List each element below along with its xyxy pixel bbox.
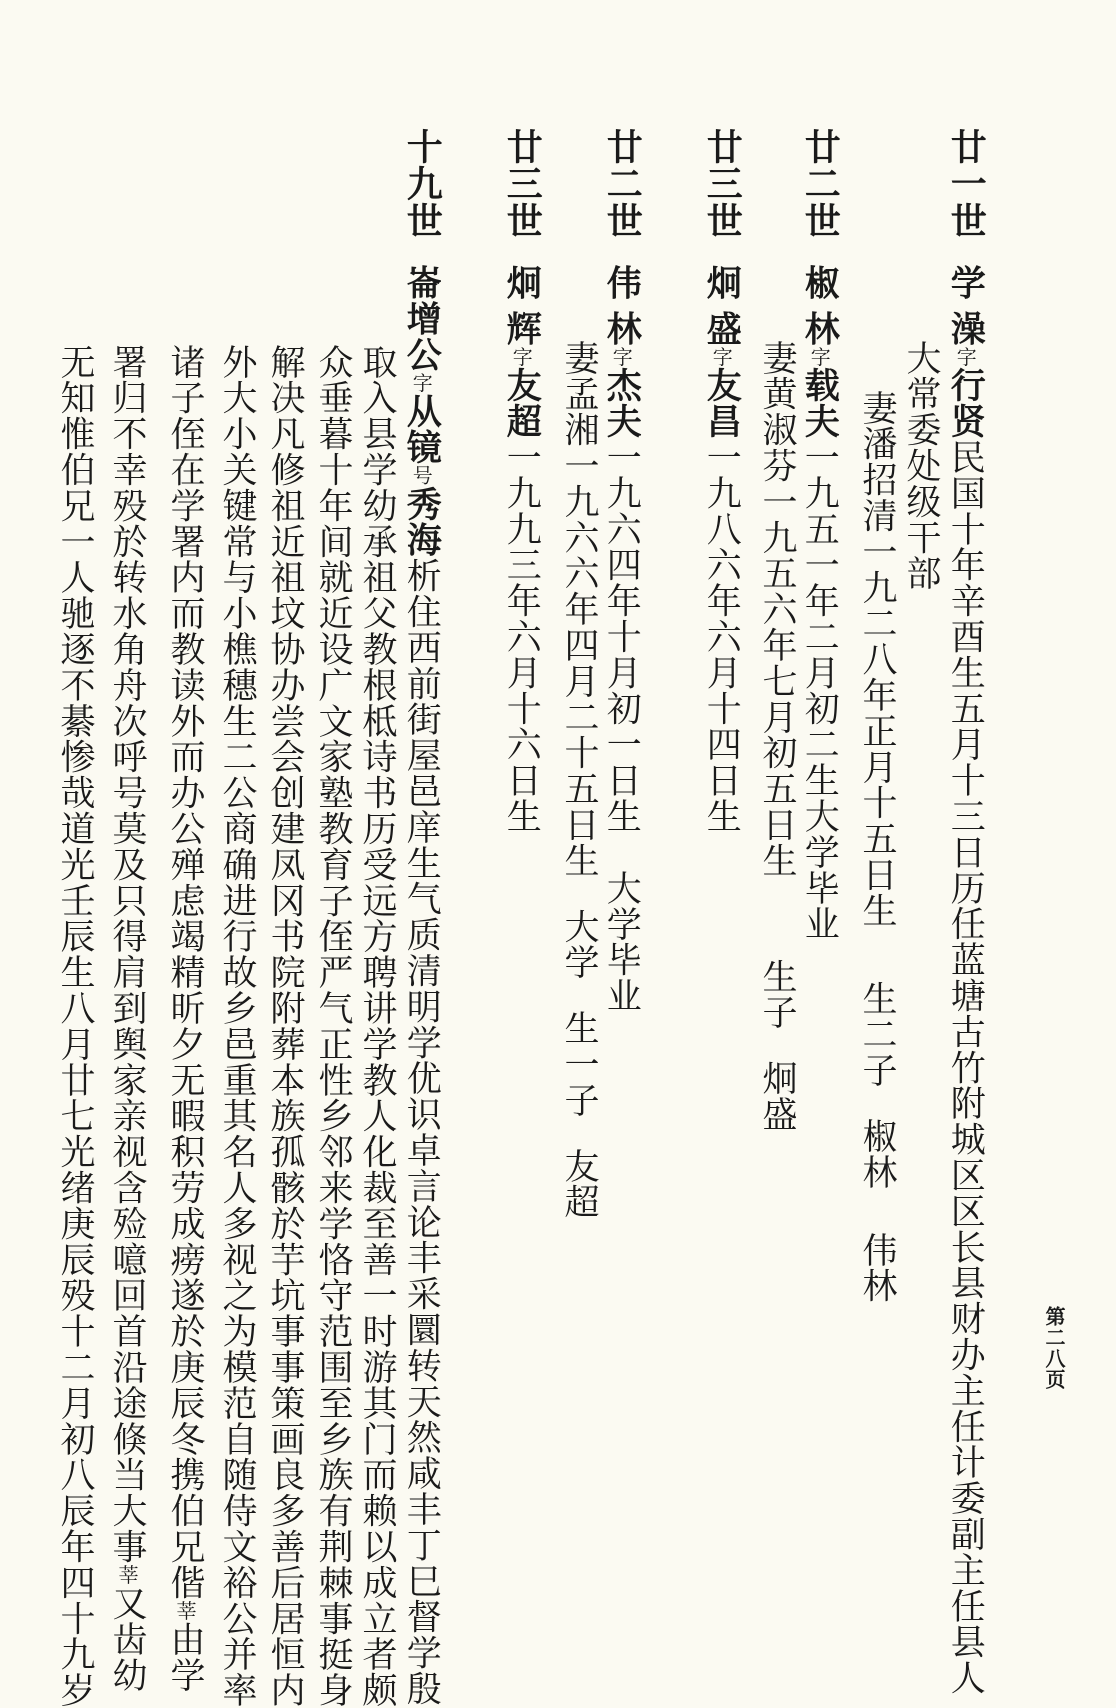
courtesy-name: 从镜 — [401, 393, 442, 466]
entry-jiaolin-spouse — [756, 340, 798, 1132]
person-given-name: 辉 — [501, 310, 542, 347]
person-name: 崙增公 — [401, 264, 442, 373]
person-name: 椒 — [799, 264, 840, 301]
generation-label: 廿一世 — [945, 128, 987, 239]
page-number: 第二八页 — [1042, 1306, 1066, 1390]
person-name: 炯 — [501, 264, 542, 301]
biography-line — [356, 344, 398, 1708]
children-label: 生一子 — [559, 1010, 599, 1119]
zi-mark: 字 — [709, 346, 734, 368]
child-name: 友超 — [559, 1148, 599, 1220]
entry-lunzenggong-line1 — [400, 128, 443, 1707]
courtesy-name: 友昌 — [701, 367, 742, 440]
small-mark: 莘 — [115, 1564, 139, 1586]
children-label: 生子 — [757, 958, 797, 1031]
generation-label: 廿二世 — [799, 128, 841, 239]
biography-line — [164, 344, 206, 1693]
biography-line — [54, 344, 96, 1708]
spouse-text: 妻黄淑芬一九五六年七月初五日生 — [757, 340, 797, 879]
hao-mark: 号 — [409, 465, 434, 487]
zi-mark: 字 — [953, 346, 978, 368]
biography-text: 取入县学幼承祖父教根柢诗书历受远方聘讲学教人化裁至善一时游其门而赖以成立者颇 — [357, 344, 397, 1708]
courtesy-name: 杰夫 — [601, 367, 642, 440]
hao-name: 秀海 — [401, 486, 442, 558]
person-given-name: 盛 — [701, 310, 742, 347]
biography-line — [312, 344, 354, 1708]
entry-text: 析住西前街屋邑庠生气质清明学优识卓言论丰采圜转天然咸丰丁巳督学殷 — [401, 557, 442, 1707]
children-label: 生二子 — [857, 980, 897, 1089]
child-name: 伟林 — [857, 1232, 897, 1304]
child-name: 椒林 — [857, 1118, 897, 1191]
biography-text: 又齿幼 — [107, 1585, 147, 1694]
entry-text: 一九五一年二月初二生大学毕业 — [799, 439, 840, 942]
person-name: 炯 — [701, 264, 742, 301]
generation-label: 廿二世 — [601, 128, 643, 239]
person-given-name: 林 — [799, 310, 840, 347]
person-name: 伟 — [601, 264, 642, 301]
zi-mark: 字 — [807, 346, 832, 368]
biography-line — [106, 344, 148, 1693]
spouse-education: 大学 — [559, 908, 599, 981]
courtesy-name: 行贤 — [945, 367, 986, 440]
courtesy-name: 载夫 — [799, 367, 840, 440]
zi-mark: 字 — [609, 346, 634, 368]
biography-text: 外大小关键常与小樵穗生二公商确进行故乡邑重其名人多视之为模范自随侍文裕公并率 — [217, 344, 257, 1708]
biography-text: 诸子侄在学署内而教读外而办公殚虑竭精昕夕无暇积劳成痨遂於庚辰冬携伯兄偕 — [165, 344, 205, 1601]
generation-label: 十九世 — [401, 128, 443, 239]
biography-text: 署归不幸殁於转水角舟次呼号莫及只得肩到舆家亲视含殓噫回首沿途倏当大事 — [107, 344, 147, 1565]
entry-text: 一九九三年六月十六日生 — [501, 439, 542, 835]
person-given-name: 林 — [601, 310, 642, 347]
generation-label: 廿三世 — [501, 128, 543, 239]
entry-xuezao-spouse — [856, 390, 898, 1304]
entry-weilin-spouse — [558, 340, 600, 1220]
courtesy-name: 友超 — [501, 367, 542, 440]
entry-text: 民国十年辛酉生五月十三日历任蓝塘古竹附城区区长县财办主任计委副主任县人 — [945, 439, 986, 1696]
entry-weilin-line1 — [600, 128, 643, 1014]
entry-jionghui — [500, 128, 543, 834]
biography-text: 由学 — [165, 1621, 205, 1694]
education: 大学毕业 — [601, 870, 642, 1014]
person-name: 学 — [945, 264, 986, 301]
child-name: 炯盛 — [757, 1060, 797, 1133]
entry-xuezao-line2 — [900, 340, 942, 591]
small-mark: 莘 — [173, 1600, 197, 1622]
biography-text: 解决凡修祖近祖坟协办尝会创建凤冈书院附葬本族孤骸於芋坑事事策画良多善后居恒内 — [265, 344, 305, 1708]
biography-line — [216, 344, 258, 1708]
entry-jiongsheng — [700, 128, 743, 834]
biography-text: 无知惟伯兄一人驰逐不綦惨哉道光壬辰生八月廿七光绪庚辰殁十二月初八辰年四十九岁 — [55, 344, 95, 1708]
biography-line — [264, 344, 306, 1708]
entry-text: 一九六四年十月初一日生 — [601, 439, 642, 835]
entry-text-line2: 大常委处级干部 — [901, 340, 941, 592]
zi-mark: 字 — [409, 372, 434, 394]
generation-label: 廿三世 — [701, 128, 743, 239]
entry-xuezao-line1 — [944, 128, 987, 1696]
spouse-text: 妻孟湘一九六六年四月二十五日生 — [559, 340, 599, 879]
biography-text: 众垂暮十年间就近设广文家塾教育子侄严气正性乡邻来学恪守范围至乡族有荆棘事挺身 — [313, 344, 353, 1708]
person-given-name: 澡 — [945, 310, 986, 347]
zi-mark: 字 — [509, 346, 534, 368]
entry-jiaolin-line1 — [798, 128, 841, 942]
entry-text: 一九八六年六月十四日生 — [701, 439, 742, 835]
spouse-text: 妻潘招清一九二八年正月十五日生 — [857, 390, 897, 929]
